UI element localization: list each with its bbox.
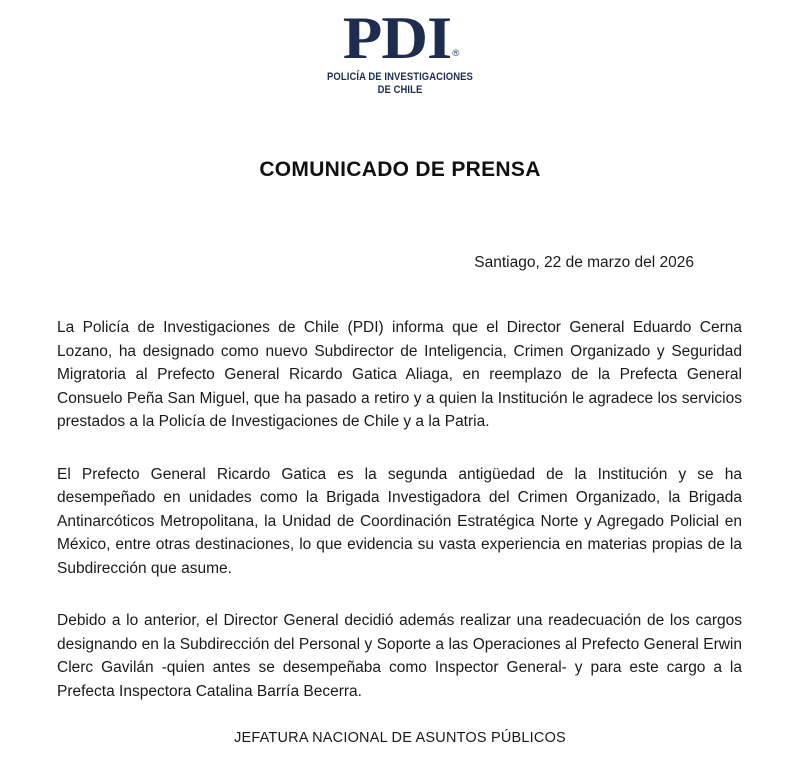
registered-trademark-icon: ® (452, 48, 459, 58)
paragraph-1: La Policía de Investigaciones de Chile (PDI) informa que el Director General Eduardo Cerna Lozano, ha designado como nuevo Subdirector de Inteligencia, Crimen Organizado y Seguridad Migratoria al Prefecto General Ricardo Gatica Aliaga, en reemplazo de la Prefecta General Consuelo Peña San Miguel, que ha pasado a retiro y a quien la Institución le agradece los servicios prestados a la Policía de Investigaciones de Chile y a la Patria. (57, 319, 742, 430)
pdi-logo-subtitle-line2: DE CHILE (377, 84, 423, 96)
document-footer: JEFATURA NACIONAL DE ASUNTOS PÚBLICOS (234, 730, 566, 746)
pdi-logo-subtitle (56, 71, 744, 97)
pdi-logo-subtitle-line1: POLICÍA DE INVESTIGACIONES (327, 71, 473, 83)
pdi-wordmark-text: PDI (342, 5, 452, 71)
pdi-wordmark-logo (342, 5, 459, 71)
pdi-logo (0, 5, 800, 97)
paragraph-2: El Prefecto General Ricardo Gatica es la segunda antigüedad de la Institución y se ha desempeñado en unidades como la Brigada Investigadora del Crimen Organizado, la Brigada Antinarcóticos Metropolitana, la Unidad de Coordinación Estratégica Norte y Agregado Policial en México, entre otras destinaciones, lo que evidencia su vasta experiencia en materias propias de la Subdirección que asume. (57, 465, 742, 577)
paragraph-3: Debido a lo anterior, el Director General decidió además realizar una readecuación de los cargos designando en la Subdirección del Personal y Soporte a las Operaciones al Prefecto General Erwin Clerc Gavilán -quien antes se desempeñaba como Inspector General- y para este cargo a la Prefecta Inspectora Catalina Barría Becerra. (57, 612, 742, 700)
dateline: Santiago, 22 de marzo del 2026 (474, 254, 694, 271)
document-body (57, 252, 742, 703)
page-title: COMUNICADO DE PRENSA (259, 158, 541, 181)
